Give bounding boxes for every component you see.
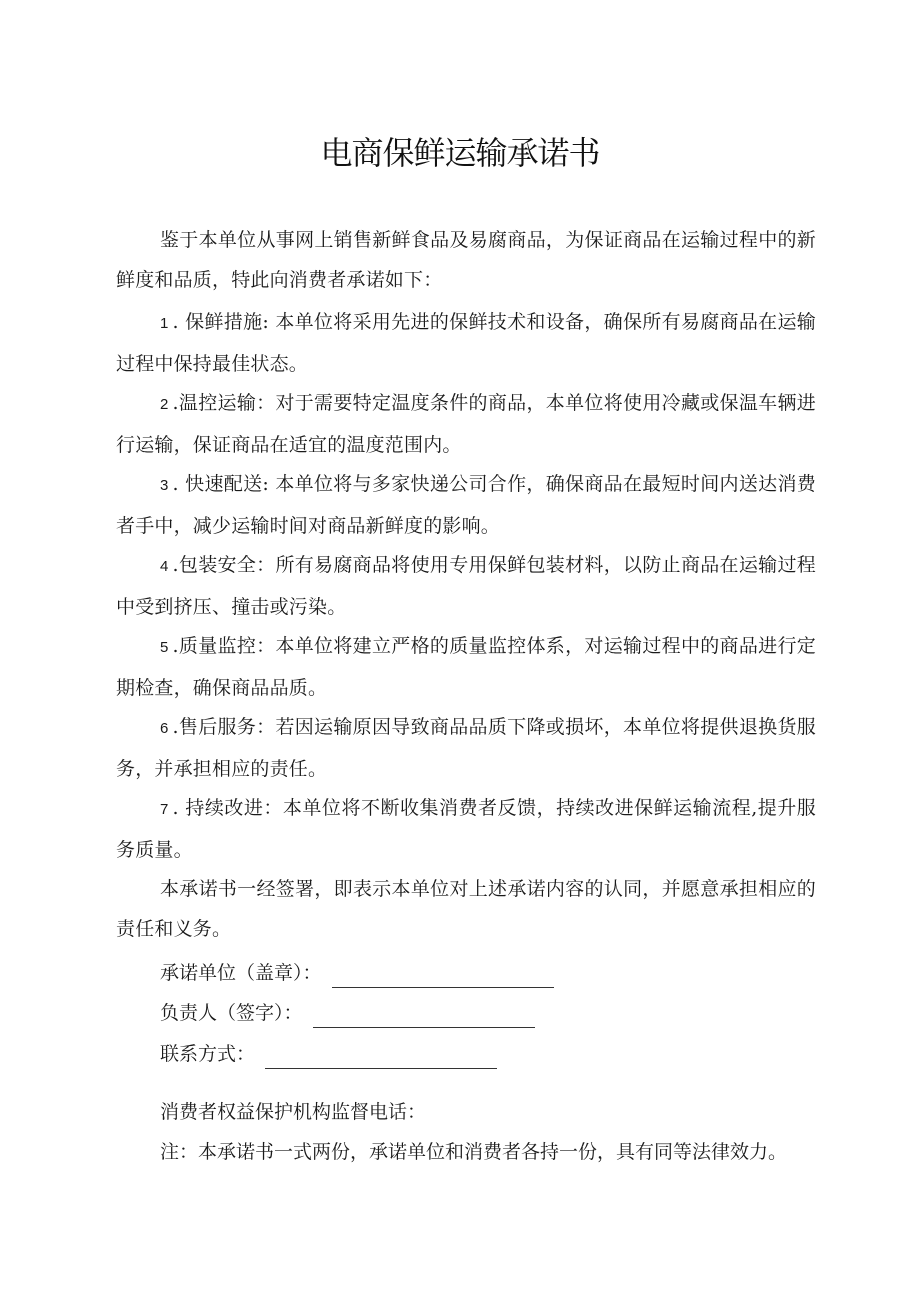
commitment-item-4 <box>116 545 816 627</box>
item-text: . 持续改进：本单位将不断收集消费者反馈，持续改进保鲜运输流程,提升服务质量。 <box>116 797 816 861</box>
item-number: 4 <box>160 558 169 575</box>
person-signature-line[interactable] <box>313 1009 535 1028</box>
item-text: .售后服务：若因运输原因导致商品品质下降或损坏，本单位将提供退换货服务，并承担相应的责任。 <box>116 716 816 780</box>
item-number: 3 <box>160 477 169 494</box>
commitment-item-2 <box>116 383 816 465</box>
closing-paragraph: 本承诺书一经签署，即表示本单位对上述承诺内容的认同，并愿意承担相应的责任和义务。 <box>116 878 816 940</box>
signature-contact-row <box>160 1039 497 1069</box>
signature-person-row <box>160 998 535 1028</box>
contact-label: 联系方式： <box>160 1043 256 1065</box>
contact-line[interactable] <box>265 1050 497 1069</box>
unit-signature-line[interactable] <box>332 969 554 988</box>
commitment-item-5 <box>116 626 816 708</box>
document-title: 电商保鲜运输承诺书 <box>320 134 600 172</box>
commitment-item-7 <box>116 788 816 870</box>
unit-label: 承诺单位（盖章）： <box>160 962 322 984</box>
item-number: 2 <box>160 396 169 413</box>
item-text: .温控运输：对于需要特定温度条件的商品，本单位将使用冷藏或保温车辆进行运输，保证商品在适宜的温度范围内。 <box>116 392 816 456</box>
item-text: . 快速配送: 本单位将与多家快递公司合作，确保商品在最短时间内送达消费者手中，减少运输时间对商品新鲜度的影响。 <box>116 473 816 537</box>
intro-paragraph: 鉴于本单位从事网上销售新鲜食品及易腐商品，为保证商品在运输过程中的新鲜度和品质，特此向消费者承诺如下： <box>116 229 816 291</box>
commitment-item-1 <box>116 302 816 384</box>
item-text: .质量监控：本单位将建立严格的质量监控体系，对运输过程中的商品进行定期检查，确保商品品质。 <box>116 635 816 699</box>
signature-unit-row <box>160 958 554 988</box>
person-label: 负责人（签字）： <box>160 1002 303 1024</box>
commitment-item-6 <box>116 707 816 789</box>
item-number: 7 <box>160 801 169 818</box>
commitment-item-3 <box>116 464 816 546</box>
note-text: 注：本承诺书一式两份，承诺单位和消费者各持一份，具有同等法律效力。 <box>160 1141 788 1163</box>
item-number: 1 <box>160 315 169 332</box>
item-text: . 保鲜措施: 本单位将采用先进的保鲜技术和设备，确保所有易腐商品在运输过程中保持最佳状态。 <box>116 311 816 375</box>
hotline-label: 消费者权益保护机构监督电话： <box>160 1101 427 1123</box>
item-number: 5 <box>160 639 169 656</box>
item-text: .包装安全：所有易腐商品将使用专用保鲜包装材料，以防止商品在运输过程中受到挤压、撞击或污染。 <box>116 554 816 618</box>
item-number: 6 <box>160 720 169 737</box>
